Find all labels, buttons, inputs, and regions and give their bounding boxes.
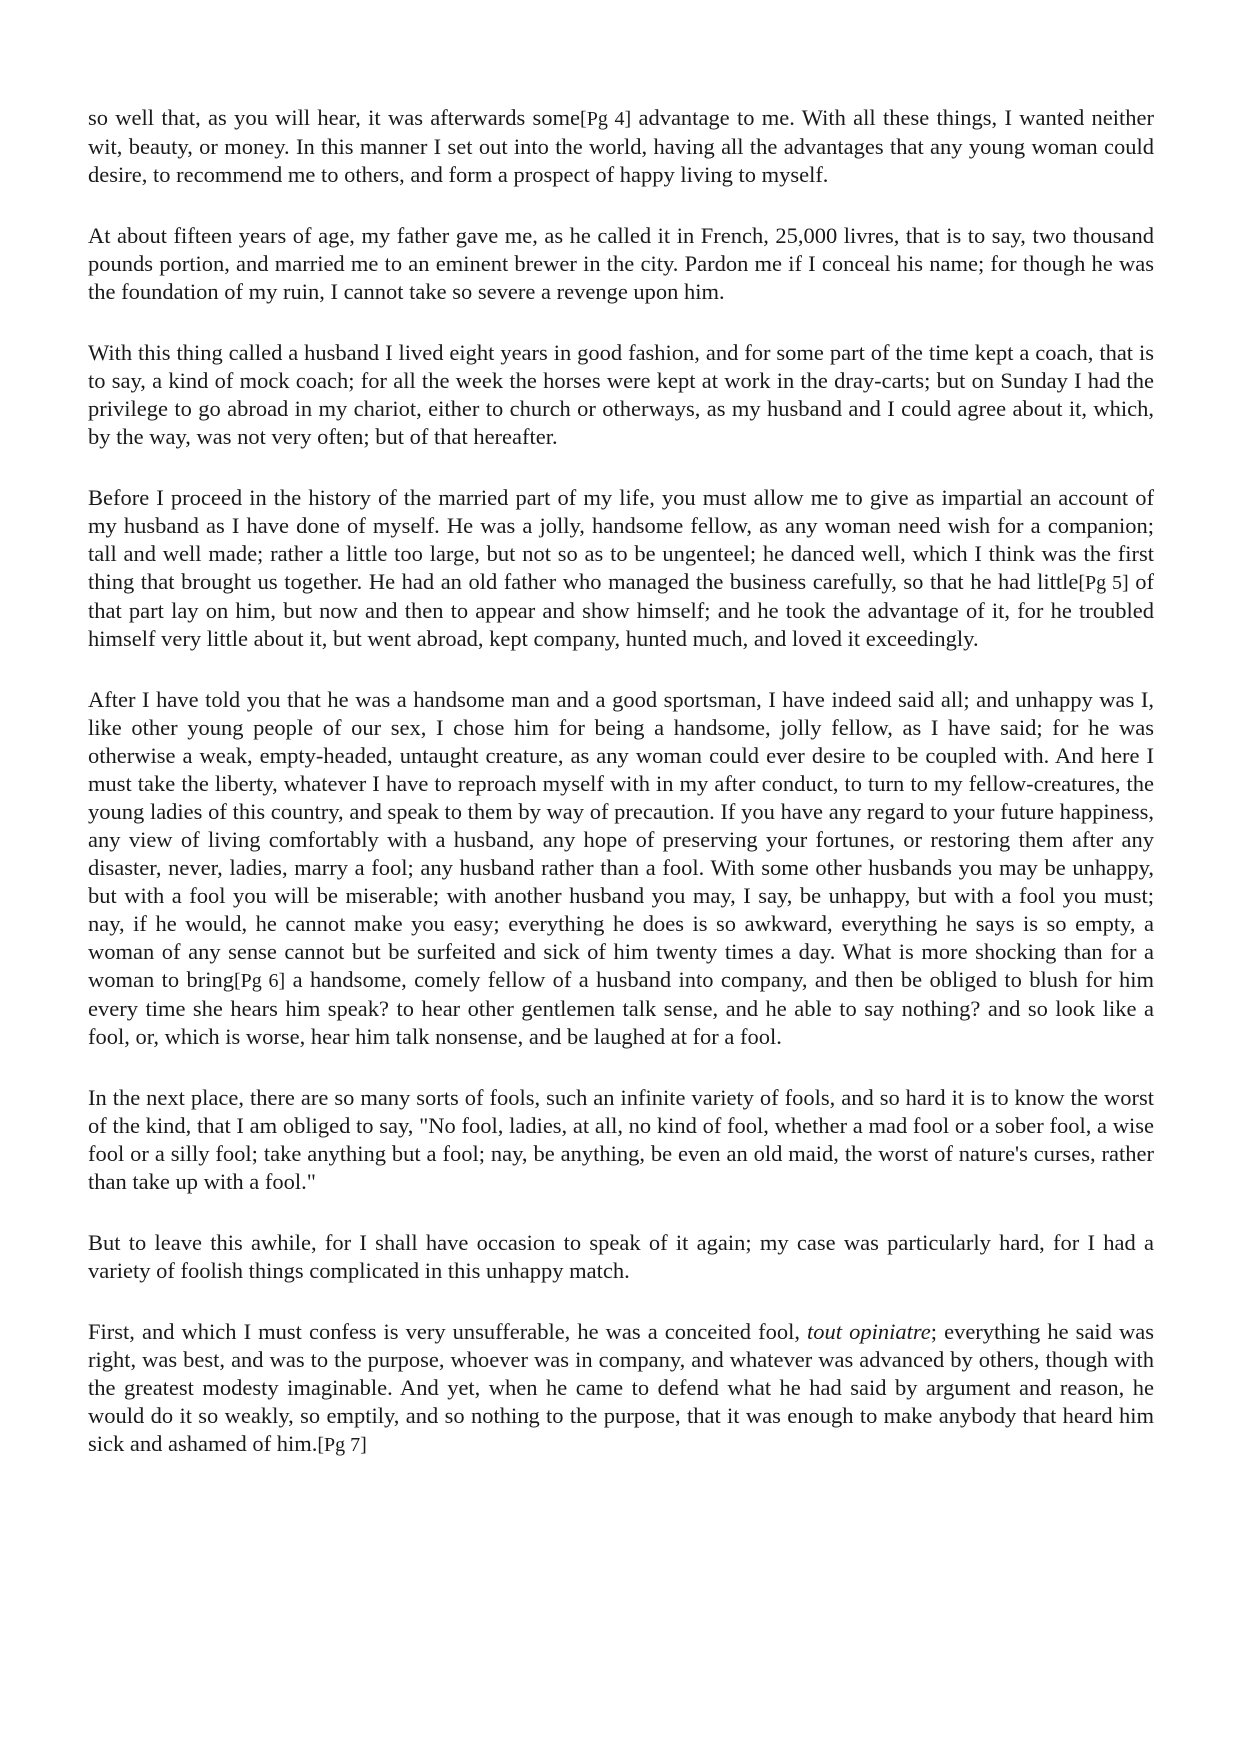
paragraph-text: First, and which I must confess is very unsufferable, he was a conceited fool, bbox=[88, 1319, 808, 1344]
paragraph-text: After I have told you that he was a handsome man and a good sportsman, I have indeed said all; and unhappy was I, like other young people of our sex, I chose him for being a handsome, jolly fellow, as I have said; for he was otherwise a weak, empty-headed, untaught creature, as any woman could ever desire to be coupled with. And here I must take the liberty, whatever I have to reproach myself with in my after conduct, to turn to my fellow-creatures, the young ladies of this country, and speak to them by way of precaution. If you have any regard to your future happiness, any view of living comfortably with a husband, any hope of preserving your fortunes, or restoring them after any disaster, never, ladies, marry a fool; any husband rather than a fool. With some other husbands you may be unhappy, but with a fool you will be miserable; with another husband you may, I say, be unhappy, but with a fool you must; nay, if he would, he cannot make you easy; everything he does is so awkward, everything he says is so empty, a woman of any sense cannot but be surfeited and sick of him twenty times a day. What is more shocking than for a woman to bring bbox=[88, 687, 1154, 992]
paragraph-4 bbox=[88, 484, 1154, 653]
paragraph-text: Before I proceed in the history of the married part of my life, you must allow me to give as impartial an account of my husband as I have done of myself. He was a jolly, handsome fellow, as any woman need wish for a companion; tall and well made; rather a little too large, but not so as to be ungenteel; he danced well, which I think was the first thing that brought us together. He had an old father who managed the business carefully, so that he had little bbox=[88, 485, 1154, 594]
paragraph-text: of that part lay on him, but now and then to appear and show himself; and he took the advantage of it, for he troubled himself very little about it, but went abroad, kept company, hunted much, and loved it exceedingly. bbox=[88, 569, 1154, 651]
paragraph-text: ; everything he said was right, was best, and was to the purpose, whoever was in company, and whatever was advanced by others, though with the greatest modesty imaginable. And yet, when he came to defend what he had said by argument and reason, he would do it so weakly, so emptily, and so nothing to the purpose, that it was enough to make anybody that heard him sick and ashamed of him. bbox=[88, 1319, 1154, 1456]
paragraph-1 bbox=[88, 104, 1154, 189]
paragraph-5 bbox=[88, 686, 1154, 1051]
italic-phrase: tout opiniatre bbox=[807, 1319, 931, 1344]
paragraph-text: advantage to me. With all these things, I wanted neither wit, beauty, or money. In this manner I set out into the world, having all the advantages that any young woman could desire, to recommend me to others, and form a prospect of happy living to myself. bbox=[88, 105, 1154, 187]
paragraph-8 bbox=[88, 1318, 1154, 1459]
paragraph-7: But to leave this awhile, for I shall have occasion to speak of it again; my case was particularly hard, for I had a variety of foolish things complicated in this unhappy match. bbox=[88, 1230, 1154, 1283]
page-marker: [Pg 7] bbox=[317, 1434, 367, 1456]
paragraph-6: In the next place, there are so many sorts of fools, such an infinite variety of fools, and so hard it is to know the worst of the kind, that I am obliged to say, "No fool, ladies, at all, no kind of fool, whether a mad fool or a sober fool, a wise fool or a silly fool; take anything but a fool; nay, be anything, be even an old maid, the worst of nature's curses, rather than take up with a fool." bbox=[88, 1085, 1154, 1194]
paragraph-text: a handsome, comely fellow of a husband into company, and then be obliged to blush for him every time she hears him speak? to hear other gentlemen talk sense, and he able to say nothing? and so look like a fool, or, which is worse, hear him talk nonsense, and be laughed at for a fool. bbox=[88, 967, 1155, 1049]
document-page bbox=[88, 104, 1154, 1492]
page-marker: [Pg 5] bbox=[1078, 572, 1129, 594]
page-marker: [Pg 4] bbox=[580, 108, 632, 130]
paragraph-3: With this thing called a husband I lived eight years in good fashion, and for some part of the time kept a coach, that is to say, a kind of mock coach; for all the week the horses were kept at work in the dray-carts; but on Sunday I had the privilege to go abroad in my chariot, either to church or otherways, as my husband and I could agree about it, which, by the way, was not very often; but of that hereafter. bbox=[88, 340, 1154, 449]
page-marker: [Pg 6] bbox=[234, 970, 286, 992]
paragraph-text: so well that, as you will hear, it was afterwards some bbox=[88, 105, 581, 130]
paragraph-2: At about fifteen years of age, my father gave me, as he called it in French, 25,000 livres, that is to say, two thousand pounds portion, and married me to an eminent brewer in the city. Pardon me if I conceal his name; for though he was the foundation of my ruin, I cannot take so severe a revenge upon him. bbox=[88, 223, 1154, 304]
